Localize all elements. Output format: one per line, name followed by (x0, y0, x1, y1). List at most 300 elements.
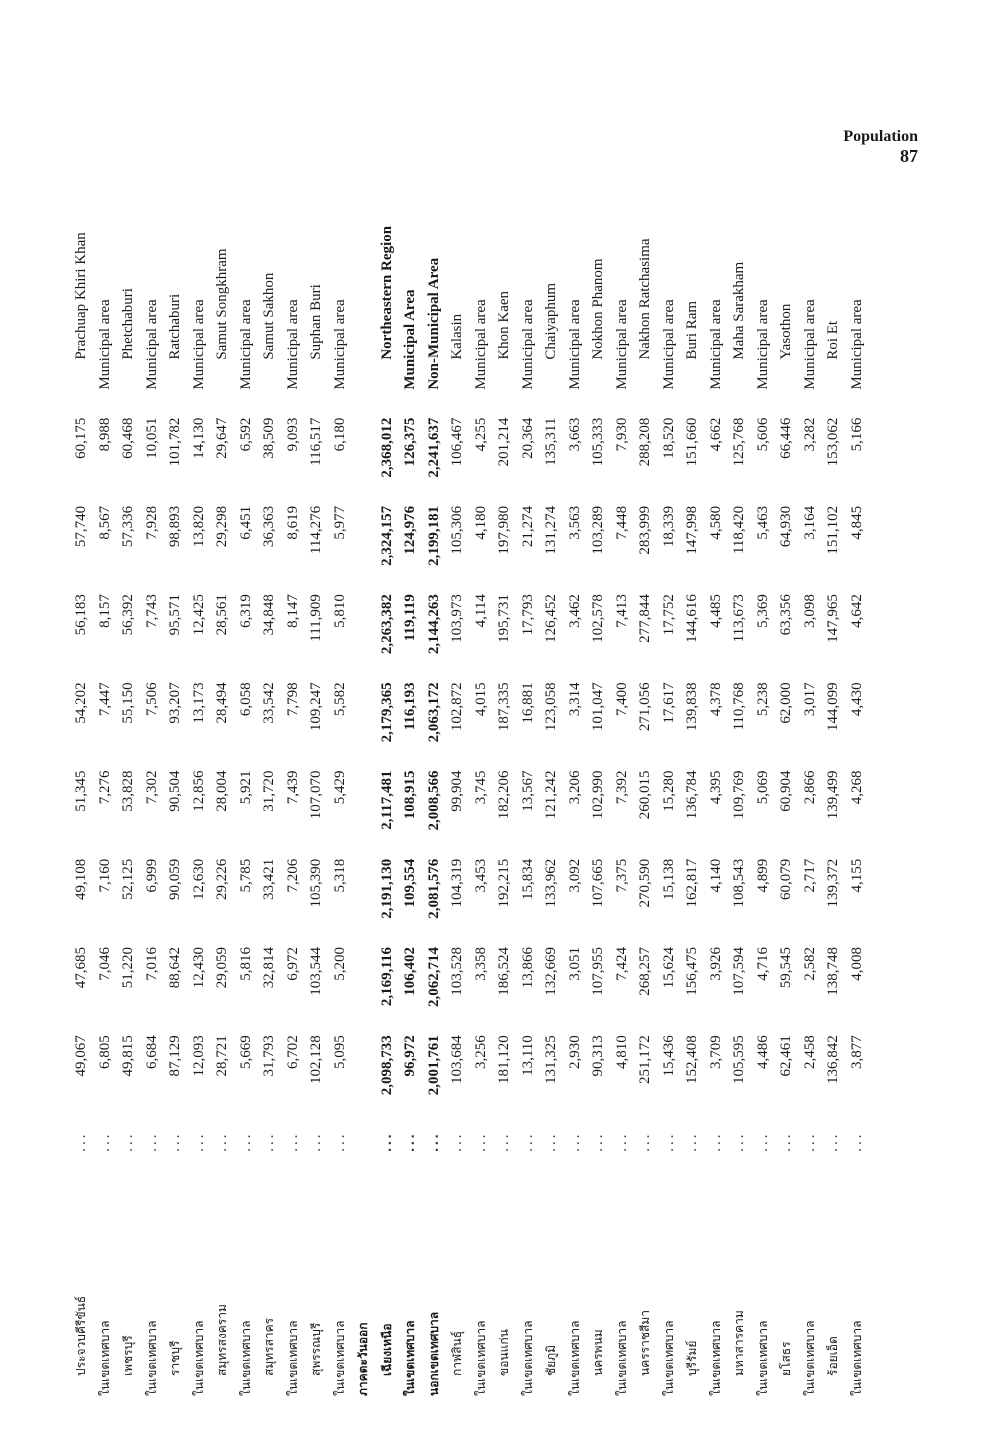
value-cell: 144,099 (825, 682, 842, 732)
leader-dots: ... (684, 1131, 701, 1152)
value-cell: 2,324,157 (378, 505, 395, 566)
value-cell: 125,768 (731, 417, 748, 467)
english-label: Ratchaburi (167, 293, 184, 360)
value-cell: 151,102 (825, 505, 842, 555)
value-cell: 7,302 (143, 770, 160, 805)
value-cell: 12,093 (190, 1035, 207, 1077)
value-cell: 7,400 (613, 682, 630, 717)
thai-label: กาฬสินธุ์ (450, 1330, 465, 1376)
value-cell: 182,206 (496, 770, 513, 820)
thai-label: ประจวบคีรีขันธ์ (74, 1295, 89, 1376)
value-cell: 3,462 (566, 594, 583, 628)
leader-dots: ... (237, 1131, 254, 1152)
value-cell: 60,468 (120, 417, 137, 459)
value-cell: 53,828 (120, 770, 137, 812)
value-cell: 105,390 (308, 858, 325, 908)
english-label: Non-Municipal Area (425, 257, 442, 390)
value-cell: 139,499 (825, 770, 842, 820)
english-label: Municipal area (331, 299, 348, 390)
value-cell (352, 849, 376, 937)
leader-dots: ... (167, 1131, 184, 1152)
table-row (188, 130, 212, 1400)
value-cell: 4,155 (848, 858, 865, 893)
thai-label: ในเขตเทศบาล (238, 1320, 253, 1396)
value-cell: 10,051 (143, 417, 160, 459)
value-cell: 54,202 (73, 682, 90, 724)
value-cell: 4,845 (848, 505, 865, 540)
value-cell: 105,306 (449, 505, 466, 555)
value-cell: 6,684 (143, 1035, 160, 1069)
value-cell: 4,180 (472, 505, 489, 540)
value-cell: 4,662 (707, 417, 724, 452)
value-cell: 49,108 (73, 858, 90, 901)
value-cell: 126,375 (402, 417, 419, 467)
value-cell (352, 408, 376, 496)
value-cell: 21,274 (519, 505, 536, 548)
value-cell: 103,528 (449, 946, 466, 996)
value-cell: 57,740 (73, 505, 90, 548)
value-cell: 51,345 (73, 770, 90, 812)
table-row (517, 130, 541, 1400)
leader-dots: ... (472, 1131, 489, 1152)
value-cell: 17,617 (660, 682, 677, 724)
leader-dots: ... (402, 1131, 419, 1152)
value-cell: 187,335 (496, 682, 513, 732)
english-label: Municipal area (284, 299, 301, 390)
value-cell: 93,207 (167, 682, 184, 724)
value-cell: 88,642 (167, 946, 184, 989)
leader-dots: ... (261, 1131, 278, 1152)
value-cell: 7,375 (613, 858, 630, 893)
value-cell: 2,008,566 (425, 770, 442, 831)
value-cell: 15,280 (660, 770, 677, 812)
value-cell: 4,486 (754, 1035, 771, 1069)
thai-label: ในเขตเทศบาล (567, 1320, 582, 1396)
english-label: Municipal area (801, 299, 818, 390)
value-cell: 151,660 (684, 417, 701, 467)
value-cell: 63,356 (778, 594, 795, 636)
population-table-rotated (70, 130, 930, 1400)
english-label: Municipal area (237, 299, 254, 390)
table-row (493, 130, 517, 1400)
value-cell: 2,063,172 (425, 682, 442, 743)
value-cell: 5,921 (237, 770, 254, 805)
value-cell: 101,047 (590, 682, 607, 732)
value-cell: 14,130 (190, 417, 207, 459)
leader-dots: ... (284, 1131, 301, 1152)
value-cell: 98,893 (167, 505, 184, 548)
value-cell: 47,685 (73, 946, 90, 989)
value-cell: 29,647 (214, 417, 231, 459)
value-cell: 186,524 (496, 946, 513, 996)
value-cell: 8,567 (96, 505, 113, 540)
value-cell: 104,319 (449, 858, 466, 908)
value-cell: 192,215 (496, 858, 513, 908)
value-cell: 4,268 (848, 770, 865, 805)
value-cell: 102,128 (308, 1035, 325, 1084)
value-cell: 2,062,714 (425, 946, 442, 1007)
value-cell: 270,590 (637, 858, 654, 908)
value-cell: 5,669 (237, 1035, 254, 1069)
value-cell: 60,079 (778, 858, 795, 901)
leader-dots (352, 1113, 376, 1151)
value-cell: 7,447 (96, 682, 113, 717)
value-cell: 6,592 (237, 417, 254, 452)
leader-dots: ... (96, 1131, 113, 1152)
thai-label: สุพรรณบุรี (309, 1322, 324, 1376)
value-cell (352, 1025, 376, 1113)
value-cell: 101,782 (167, 417, 184, 467)
leader-dots: ... (143, 1131, 160, 1152)
value-cell: 28,721 (214, 1035, 231, 1077)
thai-label: ในเขตเทศบาล (332, 1320, 347, 1396)
value-cell: 260,015 (637, 770, 654, 820)
leader-dots: ... (825, 1131, 842, 1152)
value-cell: 7,160 (96, 858, 113, 893)
leader-dots: ... (449, 1131, 466, 1152)
value-cell: 33,421 (261, 858, 278, 901)
table-row (399, 130, 423, 1400)
english-label: Municipal area (472, 299, 489, 390)
value-cell: 95,571 (167, 594, 184, 636)
value-cell: 49,067 (73, 1035, 90, 1077)
table-row (705, 130, 729, 1400)
english-label: Yasothon (778, 303, 795, 360)
value-cell: 5,816 (237, 946, 254, 981)
leader-dots: ... (425, 1131, 442, 1152)
table-row (423, 130, 447, 1400)
leader-dots: ... (214, 1131, 231, 1152)
english-label: Samut Sakhon (261, 272, 278, 360)
value-cell: 153,062 (825, 417, 842, 467)
english-label: Municipal area (613, 299, 630, 390)
value-cell: 7,448 (613, 505, 630, 540)
value-cell: 17,793 (519, 594, 536, 636)
english-label: Suphan Buri (308, 284, 325, 360)
table-row (305, 130, 329, 1400)
value-cell: 28,494 (214, 682, 231, 724)
leader-dots: ... (848, 1131, 865, 1152)
leader-dots: ... (707, 1131, 724, 1152)
value-cell: 2,179,365 (378, 682, 395, 743)
value-cell: 4,430 (848, 682, 865, 717)
thai-label: ในเขตเทศบาล (473, 1320, 488, 1396)
english-label: Khon Kaen (496, 290, 513, 360)
leader-dots: ... (566, 1131, 583, 1152)
value-cell: 139,372 (825, 858, 842, 908)
table-row (470, 130, 494, 1400)
value-cell: 12,630 (190, 858, 207, 901)
value-cell: 7,798 (284, 682, 301, 717)
value-cell: 7,424 (613, 946, 630, 981)
value-cell: 7,046 (96, 946, 113, 981)
value-cell: 4,140 (707, 858, 724, 893)
thai-label: นครพนม (591, 1329, 606, 1376)
value-cell: 136,842 (825, 1035, 842, 1084)
english-label: Nokhon Phanom (590, 258, 607, 360)
leader-dots: ... (778, 1131, 795, 1152)
value-cell: 147,998 (684, 505, 701, 555)
leader-dots: ... (120, 1131, 137, 1152)
value-cell: 5,606 (754, 417, 771, 452)
table-row (728, 130, 752, 1400)
value-cell: 3,663 (566, 417, 583, 452)
table-row (211, 130, 235, 1400)
value-cell: 201,214 (496, 417, 513, 467)
leader-dots: ... (519, 1131, 536, 1152)
leader-dots: ... (613, 1131, 630, 1152)
value-cell: 18,339 (660, 505, 677, 548)
value-cell: 7,928 (143, 505, 160, 540)
thai-label: บุรีรัมย์ (685, 1340, 700, 1376)
value-cell: 156,475 (684, 946, 701, 996)
population-table (70, 130, 869, 1400)
thai-label: ขอนแก่น (497, 1329, 512, 1376)
value-cell: 126,452 (543, 594, 560, 643)
value-cell: 5,069 (754, 770, 771, 805)
thai-label: ราชบุรี (168, 1340, 183, 1376)
table-row (564, 130, 588, 1400)
value-cell: 147,965 (825, 594, 842, 643)
value-cell: 7,743 (143, 594, 160, 628)
value-cell: 12,430 (190, 946, 207, 989)
english-label: Northeastern Region (378, 225, 395, 360)
value-cell: 7,016 (143, 946, 160, 981)
value-cell: 102,578 (590, 594, 607, 643)
value-cell: 8,619 (284, 505, 301, 540)
value-cell: 3,164 (801, 505, 818, 540)
table-row (681, 130, 705, 1400)
value-cell: 3,877 (848, 1035, 865, 1069)
thai-label: ในเขตเทศบาล (849, 1320, 864, 1396)
value-cell: 6,451 (237, 505, 254, 540)
value-cell: 108,543 (731, 858, 748, 908)
leader-dots: ... (190, 1131, 207, 1152)
value-cell: 3,098 (801, 594, 818, 628)
value-cell: 6,972 (284, 946, 301, 981)
value-cell: 152,408 (684, 1035, 701, 1084)
value-cell: 2,098,733 (378, 1035, 395, 1096)
value-cell: 102,990 (590, 770, 607, 820)
thai-label: นอกเขตเทศบาล (426, 1311, 441, 1396)
value-cell: 34,848 (261, 594, 278, 636)
value-cell: 90,313 (590, 1035, 607, 1077)
value-cell: 29,226 (214, 858, 231, 901)
section-title: Population (843, 128, 918, 145)
table-row (446, 130, 470, 1400)
english-label: Municipal area (660, 299, 677, 390)
value-cell: 109,769 (731, 770, 748, 820)
value-cell: 162,817 (684, 858, 701, 908)
value-cell: 12,856 (190, 770, 207, 812)
leader-dots: ... (73, 1131, 90, 1152)
value-cell: 52,125 (120, 858, 137, 901)
leader-dots: ... (801, 1131, 818, 1152)
value-cell: 2,001,761 (425, 1035, 442, 1096)
english-label: Buri Ram (684, 300, 701, 360)
english-label: Municipal area (96, 299, 113, 390)
thai-label: ในเขตเทศบาล (661, 1320, 676, 1396)
english-label: Municipal area (754, 299, 771, 390)
value-cell: 2,169,116 (378, 946, 395, 1007)
value-cell: 135,311 (543, 417, 560, 466)
value-cell: 5,238 (754, 682, 771, 717)
thai-label: ภาคตะวันออก (356, 1322, 371, 1396)
value-cell (352, 496, 376, 584)
table-row (658, 130, 682, 1400)
value-cell: 16,881 (519, 682, 536, 724)
value-cell: 8,988 (96, 417, 113, 452)
value-cell: 49,815 (120, 1035, 137, 1077)
value-cell: 13,866 (519, 946, 536, 989)
value-cell: 108,915 (402, 770, 419, 820)
value-cell: 5,200 (331, 946, 348, 981)
value-cell: 2,199,181 (425, 505, 442, 566)
thai-label: ในเขตเทศบาล (755, 1320, 770, 1396)
english-label: Samut Songkhram (214, 248, 231, 360)
value-cell: 103,544 (308, 946, 325, 996)
value-cell: 2,241,637 (425, 417, 442, 478)
value-cell: 7,439 (284, 770, 301, 805)
value-cell: 5,166 (848, 417, 865, 452)
leader-dots: ... (331, 1131, 348, 1152)
table-row (141, 130, 165, 1400)
value-cell: 4,255 (472, 417, 489, 452)
value-cell: 3,745 (472, 770, 489, 805)
value-cell: 3,017 (801, 682, 818, 717)
thai-label: ร้อยเอ็ด (826, 1336, 841, 1376)
value-cell: 2,717 (801, 858, 818, 893)
value-cell: 13,110 (519, 1035, 536, 1076)
value-cell: 64,930 (778, 505, 795, 548)
english-label: Municipal area (190, 299, 207, 390)
value-cell: 271,056 (637, 682, 654, 732)
value-cell: 57,336 (120, 505, 137, 548)
value-cell: 51,220 (120, 946, 137, 989)
value-cell: 15,834 (519, 858, 536, 901)
value-cell: 12,425 (190, 594, 207, 636)
value-cell: 38,509 (261, 417, 278, 459)
value-cell: 3,051 (566, 946, 583, 981)
table-row (822, 130, 846, 1400)
value-cell: 2,930 (566, 1035, 583, 1069)
value-cell: 4,395 (707, 770, 724, 805)
value-cell: 106,402 (402, 946, 419, 996)
value-cell: 105,333 (590, 417, 607, 467)
thai-label: ในเขตเทศบาล (285, 1320, 300, 1396)
value-cell: 106,467 (449, 417, 466, 467)
table-row (94, 130, 118, 1400)
value-cell: 2,081,576 (425, 858, 442, 919)
value-cell: 116,193 (402, 682, 419, 731)
value-cell: 2,368,012 (378, 417, 395, 478)
leader-dots: ... (308, 1131, 325, 1152)
value-cell: 6,805 (96, 1035, 113, 1069)
table-row (164, 130, 188, 1400)
thai-label: ในเขตเทศบาล (802, 1320, 817, 1396)
value-cell: 59,545 (778, 946, 795, 989)
value-cell: 5,429 (331, 770, 348, 805)
value-cell: 28,561 (214, 594, 231, 636)
table-row (846, 130, 870, 1400)
leader-dots: ... (731, 1131, 748, 1152)
value-cell: 62,000 (778, 682, 795, 724)
value-cell (352, 672, 376, 760)
value-cell: 103,684 (449, 1035, 466, 1084)
value-cell: 5,785 (237, 858, 254, 893)
english-label: Municipal area (519, 299, 536, 390)
english-label (352, 130, 376, 408)
value-cell: 7,930 (613, 417, 630, 452)
value-cell: 15,436 (660, 1035, 677, 1077)
value-cell: 55,150 (120, 682, 137, 724)
table-row (540, 130, 564, 1400)
value-cell: 111,909 (308, 594, 325, 642)
value-cell: 18,520 (660, 417, 677, 459)
leader-dots: ... (660, 1131, 677, 1152)
value-cell: 4,015 (472, 682, 489, 717)
thai-label: ในเขตเทศบาล (708, 1320, 723, 1396)
value-cell: 5,095 (331, 1035, 348, 1069)
value-cell: 90,504 (167, 770, 184, 812)
value-cell: 139,838 (684, 682, 701, 732)
value-cell: 4,008 (848, 946, 865, 981)
value-cell: 96,972 (402, 1035, 419, 1077)
value-cell: 17,752 (660, 594, 677, 636)
value-cell: 2,263,382 (378, 594, 395, 655)
value-cell: 113,673 (731, 594, 748, 643)
value-cell: 29,059 (214, 946, 231, 989)
value-cell: 6,702 (284, 1035, 301, 1069)
table-row (376, 130, 400, 1400)
thai-label: ในเขตเทศบาล (614, 1320, 629, 1396)
leader-dots: ... (754, 1131, 771, 1152)
leader-dots: ... (637, 1131, 654, 1152)
value-cell: 7,392 (613, 770, 630, 805)
value-cell: 133,962 (543, 858, 560, 908)
value-cell: 288,208 (637, 417, 654, 467)
table-body (70, 130, 869, 1400)
value-cell: 4,716 (754, 946, 771, 981)
thai-label: ในเขตเทศบาล (520, 1320, 535, 1396)
value-cell: 66,446 (778, 417, 795, 459)
value-cell: 5,810 (331, 594, 348, 628)
value-cell: 4,810 (613, 1035, 630, 1069)
english-label: Municipal area (143, 299, 160, 390)
table-row (258, 130, 282, 1400)
value-cell: 6,999 (143, 858, 160, 893)
value-cell: 110,768 (731, 682, 748, 731)
page-number: 87 (900, 146, 918, 166)
value-cell: 3,709 (707, 1035, 724, 1069)
value-cell: 3,453 (472, 858, 489, 893)
value-cell: 181,120 (496, 1035, 513, 1084)
value-cell: 3,926 (707, 946, 724, 981)
thai-label: เพชรบุรี (121, 1335, 136, 1376)
english-label: Municipal area (848, 299, 865, 390)
value-cell: 251,172 (637, 1035, 654, 1084)
value-cell: 4,114 (472, 594, 489, 628)
thai-label: สมุทรสงคราม (215, 1304, 230, 1376)
value-cell: 29,298 (214, 505, 231, 548)
value-cell: 5,369 (754, 594, 771, 628)
table-row (775, 130, 799, 1400)
value-cell: 4,642 (848, 594, 865, 628)
value-cell: 4,580 (707, 505, 724, 540)
table-row (611, 130, 635, 1400)
english-label: Roi Et (825, 320, 842, 360)
value-cell: 103,289 (590, 505, 607, 555)
